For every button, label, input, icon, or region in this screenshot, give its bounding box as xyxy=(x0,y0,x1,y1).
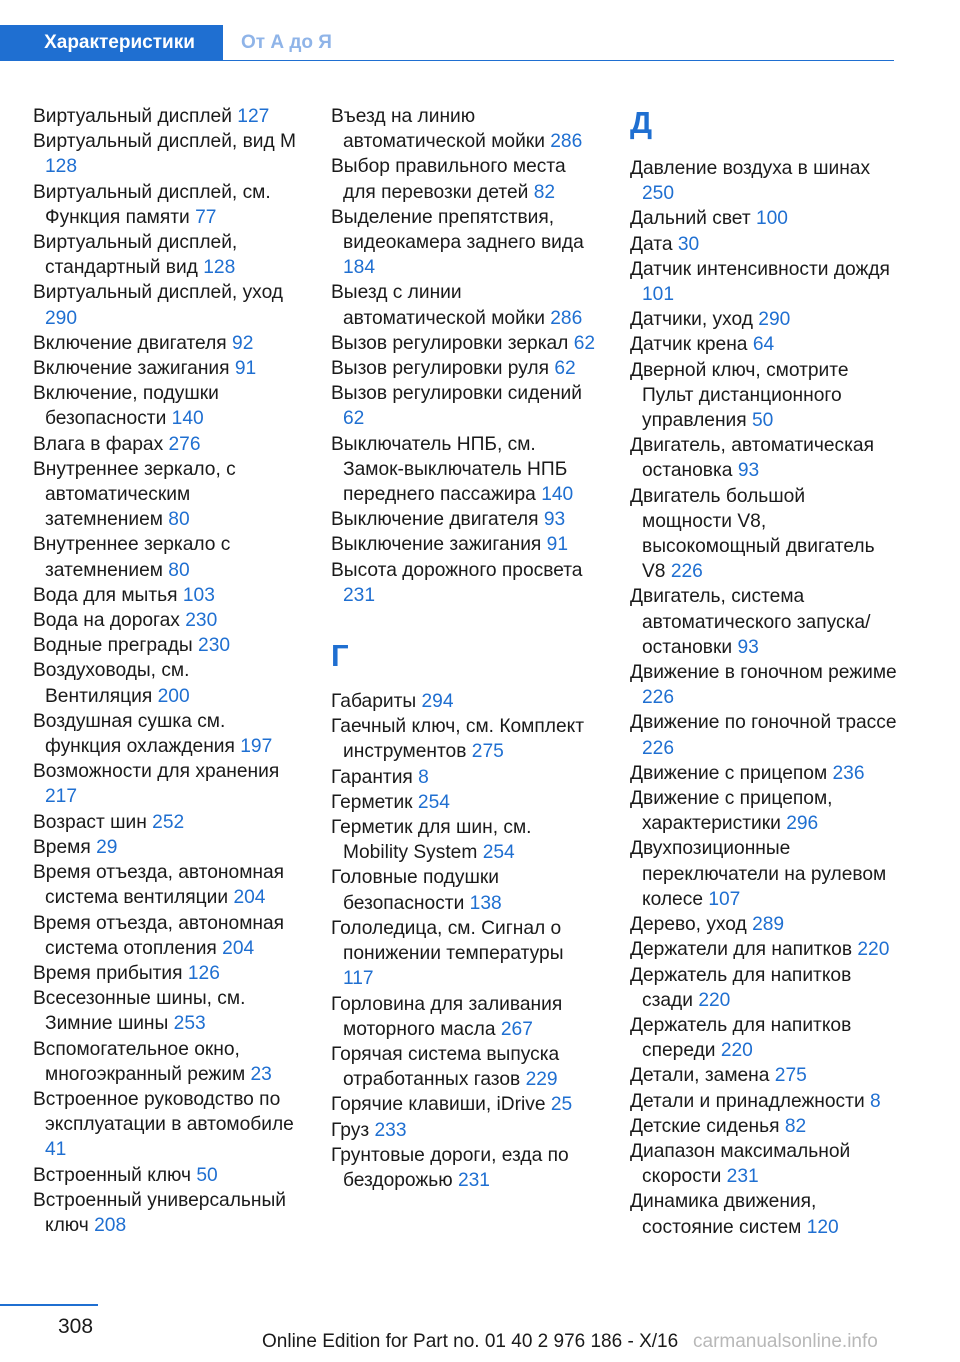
index-entry xyxy=(630,1114,900,1139)
section-letter: Г xyxy=(331,638,349,674)
page-link[interactable]: 275 xyxy=(774,1065,807,1087)
page-link[interactable]: 126 xyxy=(187,962,220,984)
page-link[interactable]: 82 xyxy=(533,181,556,203)
page-link[interactable]: 252 xyxy=(152,811,185,833)
index-entry xyxy=(630,912,900,937)
page-link[interactable]: 275 xyxy=(471,741,504,763)
page-number: 308 xyxy=(58,1315,94,1338)
entry-text: Выключение зажигания xyxy=(331,534,542,556)
page-link[interactable]: 231 xyxy=(343,584,376,606)
entry-text: Держатели для напитков xyxy=(630,939,853,961)
index-entry xyxy=(331,992,599,1042)
entry-text: Детали и принадлежности xyxy=(630,1090,865,1112)
entry-text: Виртуальный дисплей, уход xyxy=(33,282,284,304)
page-link[interactable]: 93 xyxy=(737,460,760,482)
page-link[interactable]: 117 xyxy=(343,968,374,990)
watermark: carmanualsonline.info xyxy=(693,1331,878,1352)
index-entry xyxy=(331,558,599,608)
entry-text: Держатель для напитков спереди xyxy=(630,1014,852,1062)
index-entry xyxy=(630,963,900,1013)
entry-text: Вода на дорогах xyxy=(33,610,180,632)
tab-characteristics[interactable]: Характеристики xyxy=(0,25,223,61)
entry-text: Внутреннее зеркало с затемнением xyxy=(33,534,231,581)
entry-text: Двухпозиционные переключатели на рулевом колесе xyxy=(630,838,887,910)
page-link[interactable]: 290 xyxy=(758,309,791,331)
page-link[interactable]: 294 xyxy=(421,691,454,713)
page-link[interactable]: 208 xyxy=(94,1214,127,1236)
index-entry xyxy=(33,633,298,658)
entry-text: Включение, подушки безопасности xyxy=(33,383,219,430)
index-entry xyxy=(630,156,900,206)
index-entry xyxy=(331,1092,599,1117)
index-entry xyxy=(331,104,599,154)
page-link[interactable]: 77 xyxy=(195,206,217,228)
index-entry xyxy=(33,961,298,986)
index-entry xyxy=(33,583,298,608)
index-entry xyxy=(630,1189,900,1239)
entry-text: Датчик крена xyxy=(630,334,748,356)
entry-text: Детские сиденья xyxy=(630,1115,780,1137)
index-entry xyxy=(33,1037,298,1087)
index-entry xyxy=(630,660,900,710)
index-entry xyxy=(331,532,599,557)
section-gap xyxy=(331,608,599,637)
entry-text: Дата xyxy=(630,233,673,255)
index-entry xyxy=(331,154,599,204)
entry-text: Воздуховоды, см. Вентиляция xyxy=(33,660,190,707)
entry-text: Встроенный универсальный ключ xyxy=(33,1189,287,1236)
index-entry xyxy=(33,759,298,809)
page-link[interactable]: 286 xyxy=(550,307,583,329)
index-entry xyxy=(33,658,298,708)
index-entry xyxy=(33,356,298,381)
entry-text: Давление воздуха в шинах xyxy=(630,158,871,179)
index-entry xyxy=(33,608,298,633)
page-link[interactable]: 220 xyxy=(720,1040,753,1062)
entry-text: Детали, замена xyxy=(630,1065,770,1087)
page-link[interactable]: 220 xyxy=(698,989,731,1011)
index-entry xyxy=(331,765,599,790)
index-entry xyxy=(331,356,599,381)
index-entry xyxy=(33,1163,298,1188)
page-link[interactable]: 226 xyxy=(642,737,675,759)
footer-divider xyxy=(0,1304,98,1306)
entry-text: Гаечный ключ, см. Комплект инструментов xyxy=(331,716,585,763)
index-entry xyxy=(630,257,900,307)
page-link[interactable]: 231 xyxy=(726,1166,759,1188)
entry-text: Дерево, уход xyxy=(630,914,747,936)
index-entry xyxy=(33,1188,298,1238)
page-link[interactable]: 25 xyxy=(550,1094,573,1116)
entry-text: Возможности для хранения xyxy=(33,761,280,783)
page-link[interactable]: 107 xyxy=(708,888,741,910)
entry-text: Вызов регулировки сидений xyxy=(331,383,582,405)
entry-text: Габариты xyxy=(331,691,417,713)
index-entry xyxy=(630,206,900,231)
page-link[interactable]: 220 xyxy=(857,939,890,961)
page-link[interactable]: 226 xyxy=(670,561,703,583)
index-entry xyxy=(33,911,298,961)
index-entry xyxy=(331,205,599,281)
page-link[interactable]: 267 xyxy=(500,1018,533,1040)
index-entry xyxy=(331,714,599,764)
entry-text: Выделение препятствия, видеокамера заднего вида xyxy=(331,206,584,254)
page-link[interactable]: 103 xyxy=(182,584,215,606)
index-entry xyxy=(331,381,599,431)
page-link[interactable]: 23 xyxy=(250,1063,272,1085)
index-entry xyxy=(33,810,298,835)
entry-text: Водные преграды xyxy=(33,635,193,657)
entry-text: Выезд с линии автоматической мойки xyxy=(331,282,545,329)
index-entry xyxy=(331,916,599,992)
entry-text: Всесезонные шины, см. Зимние шины xyxy=(33,988,246,1035)
entry-text: Двигатель, система автоматического запуска/остановки xyxy=(630,586,871,658)
page-link[interactable]: 62 xyxy=(343,408,365,430)
entry-text: Включение зажигания xyxy=(33,358,230,380)
index-entry xyxy=(630,1013,900,1063)
entry-text: Движение по гоночной трассе xyxy=(630,712,897,734)
entry-text: Вызов регулировки зеркал xyxy=(331,332,569,354)
page-link[interactable]: 233 xyxy=(374,1119,407,1141)
page-link[interactable]: 250 xyxy=(642,183,675,205)
page-link[interactable]: 50 xyxy=(752,410,774,432)
page-link[interactable]: 140 xyxy=(541,484,574,506)
entry-text: Виртуальный дисплей, стандартный вид xyxy=(33,232,238,279)
entry-text: Выключатель НПБ, см. Замок-выключатель НПБ переднего пассажира xyxy=(331,433,568,506)
page-link[interactable]: 8 xyxy=(870,1090,881,1112)
index-entry xyxy=(331,280,599,330)
index-entry xyxy=(630,937,900,962)
page-link[interactable]: 217 xyxy=(45,786,78,808)
entry-text: Время отъезда, автономная система вентиляции xyxy=(33,862,285,909)
index-entry xyxy=(331,790,599,815)
index-entry xyxy=(331,507,599,532)
entry-text: Движение с прицепом xyxy=(630,762,828,784)
entry-text: Виртуальный дисплей xyxy=(33,106,232,127)
page-link[interactable]: 290 xyxy=(45,307,78,329)
index-entry xyxy=(630,307,900,332)
page-link[interactable]: 276 xyxy=(168,433,201,455)
entry-text: Гарантия xyxy=(331,766,413,788)
page-link[interactable]: 226 xyxy=(642,687,675,709)
entry-text: Дальний свет xyxy=(630,208,751,230)
page-link[interactable]: 80 xyxy=(168,509,190,531)
entry-text: Время xyxy=(33,836,91,858)
index-entry xyxy=(630,761,900,786)
index-entry xyxy=(630,1139,900,1189)
entry-text: Встроенное руководство по эксплуатации в автомобиле xyxy=(33,1088,294,1136)
entry-text: Головные подушки безопасности xyxy=(331,867,499,914)
entry-text: Воздушная сушка см. функция охлаждения xyxy=(33,710,235,758)
page-link[interactable]: 236 xyxy=(832,762,865,784)
page-link[interactable]: 80 xyxy=(168,559,190,581)
page-link[interactable]: 254 xyxy=(482,842,515,864)
page-link[interactable]: 100 xyxy=(755,208,788,230)
page-link[interactable]: 8 xyxy=(418,766,429,788)
page-link[interactable]: 93 xyxy=(543,509,566,531)
entry-text: Выключение двигателя xyxy=(331,509,539,531)
index-entry xyxy=(33,280,298,330)
index-entry xyxy=(331,689,599,714)
page-link[interactable]: 289 xyxy=(752,914,785,936)
page-link[interactable]: 204 xyxy=(233,887,266,909)
page-link[interactable]: 253 xyxy=(173,1013,206,1035)
index-entry xyxy=(630,433,900,483)
entry-text: Датчики, уход xyxy=(630,309,753,331)
entry-text: Встроенный ключ xyxy=(33,1164,191,1186)
header-divider xyxy=(223,60,894,61)
index-entry xyxy=(33,180,298,230)
section-letter: Д xyxy=(630,105,653,140)
page-link[interactable]: 29 xyxy=(96,836,118,858)
entry-text: Динамика движения, состояние систем xyxy=(630,1191,817,1238)
index-entry xyxy=(630,710,900,760)
index-entry xyxy=(630,358,900,434)
index-entry xyxy=(33,1087,298,1163)
page-link[interactable]: 138 xyxy=(469,892,502,914)
entry-text: Горячие клавиши, iDrive xyxy=(331,1094,546,1116)
page-link[interactable]: 229 xyxy=(525,1069,558,1091)
entry-text: Виртуальный дисплей, см. Функция памяти xyxy=(33,181,271,228)
index-entry xyxy=(331,331,599,356)
index-entry xyxy=(331,1042,599,1092)
index-entry xyxy=(630,1063,900,1088)
page-link[interactable]: 254 xyxy=(417,791,450,813)
entry-text: Вода для мытья xyxy=(33,584,178,606)
entry-text: Двигатель большой мощности V8, высокомощный двигатель V8 xyxy=(630,485,875,583)
page-link[interactable]: 120 xyxy=(806,1216,839,1238)
entry-text: Груз xyxy=(331,1119,370,1141)
page-link[interactable]: 64 xyxy=(752,334,775,356)
entry-text: Въезд на линию автоматической мойки xyxy=(331,106,545,153)
page-link[interactable]: 127 xyxy=(237,106,270,127)
index-entry xyxy=(630,484,900,585)
index-entry xyxy=(33,860,298,910)
entry-text: Горловина для заливания моторного масла xyxy=(331,993,563,1040)
entry-text: Высота дорожного просвета xyxy=(331,559,583,581)
entry-text: Грунтовые дороги, езда по бездорожью xyxy=(331,1144,569,1191)
index-entry xyxy=(331,1118,599,1143)
entry-text: Движение в гоночном режиме xyxy=(630,662,897,684)
page-link[interactable]: 197 xyxy=(240,736,273,758)
page-link[interactable]: 62 xyxy=(554,358,576,380)
entry-text: Возраст шин xyxy=(33,811,147,833)
index-entry xyxy=(630,584,900,660)
entry-text: Выбор правильного места для перевозки детей xyxy=(331,156,566,203)
page-link[interactable]: 200 xyxy=(157,685,190,707)
page-link[interactable]: 296 xyxy=(786,813,819,835)
entry-text: Дверной ключ, смотрите Пульт дистанционного управления xyxy=(630,359,849,432)
page-link[interactable]: 101 xyxy=(642,284,675,306)
index-entry xyxy=(331,815,599,865)
index-entry xyxy=(33,381,298,431)
index-entry xyxy=(33,457,298,533)
entry-text: Виртуальный дисплей, вид М xyxy=(33,131,297,153)
index-entry xyxy=(33,331,298,356)
index-entry xyxy=(331,1143,599,1193)
index-entry xyxy=(33,104,298,129)
index-entry xyxy=(33,432,298,457)
page-link[interactable]: 184 xyxy=(343,257,376,279)
index-column-1 xyxy=(33,104,298,1238)
index-entry xyxy=(33,129,298,179)
page-link[interactable]: 140 xyxy=(171,408,204,430)
index-entry xyxy=(33,986,298,1036)
index-entry xyxy=(630,232,900,257)
page-link[interactable]: 50 xyxy=(196,1164,218,1186)
page-link[interactable]: 91 xyxy=(234,358,257,380)
index-column-3 xyxy=(630,104,900,1240)
index-entry xyxy=(331,432,599,508)
index-entry xyxy=(630,836,900,912)
entry-text: Влага в фарах xyxy=(33,433,164,455)
index-entry xyxy=(630,786,900,836)
page-link[interactable]: 30 xyxy=(677,233,700,255)
page-link[interactable]: 92 xyxy=(232,332,254,354)
entry-text: Датчик интенсивности дождя xyxy=(630,258,890,280)
index-entry xyxy=(33,230,298,280)
tab-a-to-z[interactable]: От А до Я xyxy=(241,32,332,53)
entry-text: Вызов регулировки руля xyxy=(331,358,549,380)
page-link[interactable]: 286 xyxy=(550,131,583,153)
page-link[interactable]: 82 xyxy=(784,1115,807,1137)
index-entry xyxy=(630,332,900,357)
index-entry xyxy=(33,532,298,582)
index-column-2 xyxy=(331,104,599,1193)
page-link[interactable]: 41 xyxy=(45,1139,67,1161)
entry-text: Вспомогательное окно, многоэкранный режим xyxy=(33,1038,246,1085)
entry-text: Гололедица, см. Сигнал о понижении температуры xyxy=(331,917,564,965)
entry-text: Герметик xyxy=(331,791,413,813)
entry-text: Движение с прицепом, характеристики xyxy=(630,788,833,835)
entry-text: Диапазон максимальной скорости xyxy=(630,1140,851,1188)
page-link[interactable]: 91 xyxy=(546,534,569,556)
edition-text: Online Edition for Part no. 01 40 2 976 186 - X/16 xyxy=(262,1331,679,1352)
index-entry xyxy=(33,835,298,860)
entry-text: Внутреннее зеркало, с автоматическим затемнением xyxy=(33,458,236,531)
index-entry xyxy=(33,709,298,759)
page-link[interactable]: 128 xyxy=(203,257,236,279)
entry-text: Герметик для шин, см. Mobility System xyxy=(331,817,532,864)
page-link[interactable]: 128 xyxy=(45,156,78,178)
entry-text: Держатель для напитков сзади xyxy=(630,964,852,1011)
page-link[interactable]: 93 xyxy=(737,636,759,658)
index-entry xyxy=(331,865,599,915)
entry-text: Горячая система выпуска отработанных газов xyxy=(331,1043,560,1091)
entry-text: Двигатель, автоматическая остановка xyxy=(630,435,874,482)
page-link[interactable]: 230 xyxy=(185,610,218,632)
page-link[interactable]: 230 xyxy=(198,635,231,657)
entry-text: Время прибытия xyxy=(33,962,183,984)
entry-text: Включение двигателя xyxy=(33,332,227,354)
page-link[interactable]: 204 xyxy=(222,937,255,959)
page-link[interactable]: 231 xyxy=(457,1169,490,1191)
entry-text: Время отъезда, автономная система отопления xyxy=(33,912,285,959)
index-entry xyxy=(630,1089,900,1114)
page-link[interactable]: 62 xyxy=(573,332,596,354)
header-bar xyxy=(0,25,894,61)
